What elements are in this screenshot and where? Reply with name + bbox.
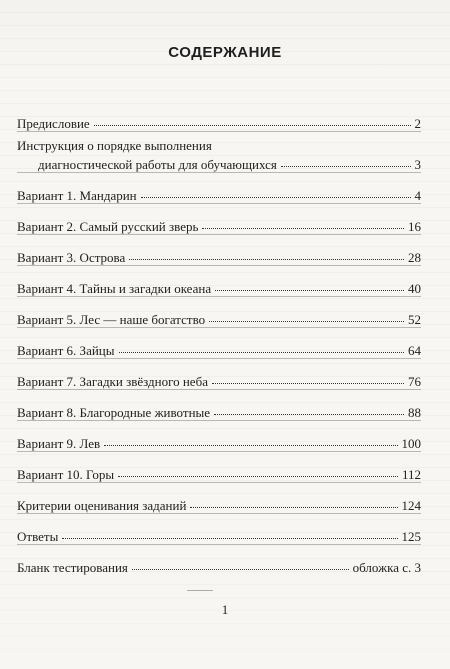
toc-entry-page: 52 (408, 312, 421, 327)
toc-entry-page: обложка с. 3 (352, 560, 421, 575)
toc-entry-variant-1[interactable] (17, 177, 421, 204)
table-of-contents (17, 105, 421, 576)
toc-entry-label: Ответы (17, 529, 59, 544)
toc-entry-page: 4 (414, 188, 421, 203)
toc-entry-page: 16 (408, 219, 421, 234)
dot-leader (214, 414, 404, 415)
toc-entry-label: Вариант 3. Острова (17, 250, 126, 265)
dot-leader (202, 228, 404, 229)
toc-entry-instructions[interactable] (17, 136, 421, 173)
toc-entry-page: 64 (408, 343, 421, 358)
dot-leader (190, 507, 397, 508)
dot-leader (104, 445, 397, 446)
toc-entry-label: Вариант 1. Мандарин (17, 188, 137, 203)
toc-entry-variant-7[interactable] (17, 363, 421, 390)
toc-entry-variant-4[interactable] (17, 270, 421, 297)
dot-leader (141, 197, 411, 198)
dot-leader (119, 352, 405, 353)
dot-leader (132, 569, 349, 570)
dot-leader (215, 290, 404, 291)
toc-entry-criteria[interactable] (17, 487, 421, 514)
toc-entry-variant-9[interactable] (17, 425, 421, 452)
toc-entry-test-form[interactable] (17, 549, 421, 576)
toc-entry-page: 2 (414, 116, 421, 131)
toc-entry-variant-8[interactable] (17, 394, 421, 421)
toc-entry-page: 3 (414, 157, 421, 172)
toc-entry-label: Вариант 6. Зайцы (17, 343, 115, 358)
toc-entry-variant-2[interactable] (17, 208, 421, 235)
toc-entry-variant-10[interactable] (17, 456, 421, 483)
toc-entry-label: Вариант 9. Лев (17, 436, 101, 451)
toc-entry-page: 125 (401, 529, 421, 544)
toc-entry-label: Бланк тестирования (17, 560, 128, 575)
toc-entry-label-line1: Инструкция о порядке выполнения (17, 138, 212, 153)
dot-leader (118, 476, 398, 477)
toc-entry-page: 76 (408, 374, 421, 389)
toc-entry-label-line2: диагностической работы для обучающихся (38, 157, 277, 172)
footer-rule (187, 590, 213, 591)
dot-leader (94, 125, 411, 126)
dot-leader (209, 321, 404, 322)
dot-leader (281, 166, 411, 167)
page-number: 1 (221, 602, 229, 617)
toc-entry-variant-5[interactable] (17, 301, 421, 328)
toc-entry-label: Вариант 8. Благородные животные (17, 405, 211, 420)
toc-entry-preface[interactable] (17, 105, 421, 132)
toc-entry-answers[interactable] (17, 518, 421, 545)
page-title: СОДЕРЖАНИЕ (168, 44, 282, 61)
toc-entry-page: 112 (401, 467, 421, 482)
toc-entry-label: Предисловие (17, 116, 90, 131)
toc-entry-label: Вариант 10. Горы (17, 467, 115, 482)
dot-leader (62, 538, 397, 539)
toc-entry-page: 40 (408, 281, 421, 296)
toc-entry-label: Вариант 5. Лес — наше богатство (17, 312, 206, 327)
toc-entry-page: 124 (401, 498, 421, 513)
dot-leader (212, 383, 404, 384)
toc-entry-page: 28 (408, 250, 421, 265)
dot-leader (129, 259, 404, 260)
toc-entry-page: 100 (401, 436, 421, 451)
toc-entry-label: Критерии оценивания заданий (17, 498, 187, 513)
toc-entry-label: Вариант 2. Самый русский зверь (17, 219, 199, 234)
toc-entry-label: Вариант 4. Тайны и загадки океана (17, 281, 212, 296)
toc-entry-page: 88 (408, 405, 421, 420)
toc-entry-variant-6[interactable] (17, 332, 421, 359)
toc-entry-variant-3[interactable] (17, 239, 421, 266)
toc-entry-label: Вариант 7. Загадки звёздного неба (17, 374, 208, 389)
